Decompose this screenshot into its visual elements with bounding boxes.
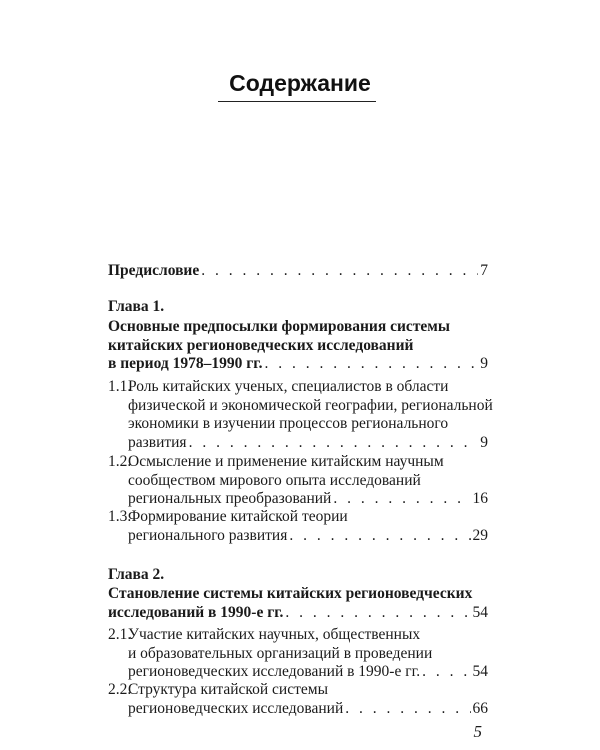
- section-number: 2.1.: [108, 626, 132, 643]
- toc-entry-1-1[interactable]: [108, 378, 493, 452]
- toc-entry-2-1[interactable]: [108, 626, 488, 682]
- chapter-1-label: Глава 1.: [108, 298, 165, 315]
- section-line: регионального развития: [128, 526, 288, 544]
- section-line: Формирование китайской теории: [128, 508, 348, 525]
- toc-entry-preface[interactable]: [108, 262, 488, 281]
- entry-page: 54: [472, 663, 488, 680]
- entry-page: 54: [472, 603, 488, 621]
- section-line: физической и экономической географии, региональной: [128, 396, 493, 414]
- section-line: регионоведческих исследований: [128, 699, 344, 717]
- leader-dots: [201, 262, 478, 281]
- section-line: сообществом мирового опыта исследований: [128, 471, 421, 489]
- leader-dots: [333, 490, 470, 509]
- section-line: экономики в изучении процессов регионального: [128, 415, 449, 432]
- section-line: региональных преобразований: [128, 490, 332, 507]
- toc-entry-chapter-1[interactable]: [108, 318, 488, 374]
- section-number: 2.2.: [108, 681, 132, 698]
- toc-entry-1-2[interactable]: [108, 453, 488, 509]
- heading-line: в период 1978–1990 гг.: [108, 355, 263, 372]
- toc-entry-1-3[interactable]: [108, 508, 488, 545]
- heading-line: исследований в 1990-е гг.: [108, 603, 284, 621]
- leader-dots: [289, 527, 470, 546]
- section-number: 1.2.: [108, 453, 132, 470]
- section-line: Осмысление и применение китайским научным: [128, 453, 444, 470]
- leader-dots: [345, 700, 470, 719]
- chapter-2-label: Глава 2.: [108, 566, 165, 583]
- entry-page: 9: [480, 433, 488, 451]
- section-line: Роль китайских ученых, специалистов в области: [128, 378, 449, 395]
- page-number: 5: [473, 722, 482, 741]
- section-line: регионоведческих исследований в 1990-е гг.: [128, 663, 421, 680]
- leader-dots: [422, 663, 470, 682]
- section-line: Участие китайских научных, общественных: [128, 626, 421, 643]
- toc-entry-2-2[interactable]: [108, 681, 488, 718]
- heading-line: Становление системы китайских регионоведческих: [108, 585, 473, 602]
- entry-text: Предисловие: [108, 262, 200, 279]
- leader-dots: [285, 604, 470, 623]
- section-line: Структура китайской системы: [128, 681, 328, 698]
- page-title: Содержание: [229, 70, 371, 96]
- section-number: 1.3.: [108, 508, 132, 525]
- title-underline: [218, 101, 376, 102]
- leader-dots: [189, 434, 479, 453]
- section-line: и образовательных организаций в проведении: [128, 644, 433, 662]
- entry-page: 29: [472, 526, 488, 544]
- section-line: развития: [128, 433, 187, 451]
- section-number: 1.1.: [108, 378, 132, 395]
- entry-page: 16: [472, 490, 488, 507]
- entry-page: 9: [480, 355, 488, 372]
- heading-line: китайских регионоведческих исследований: [108, 336, 414, 354]
- heading-line: Основные предпосылки формирования системы: [108, 318, 450, 335]
- entry-page: 7: [480, 262, 488, 279]
- entry-page: 66: [472, 699, 488, 717]
- leader-dots: [264, 355, 478, 374]
- toc-entry-chapter-2[interactable]: [108, 585, 488, 622]
